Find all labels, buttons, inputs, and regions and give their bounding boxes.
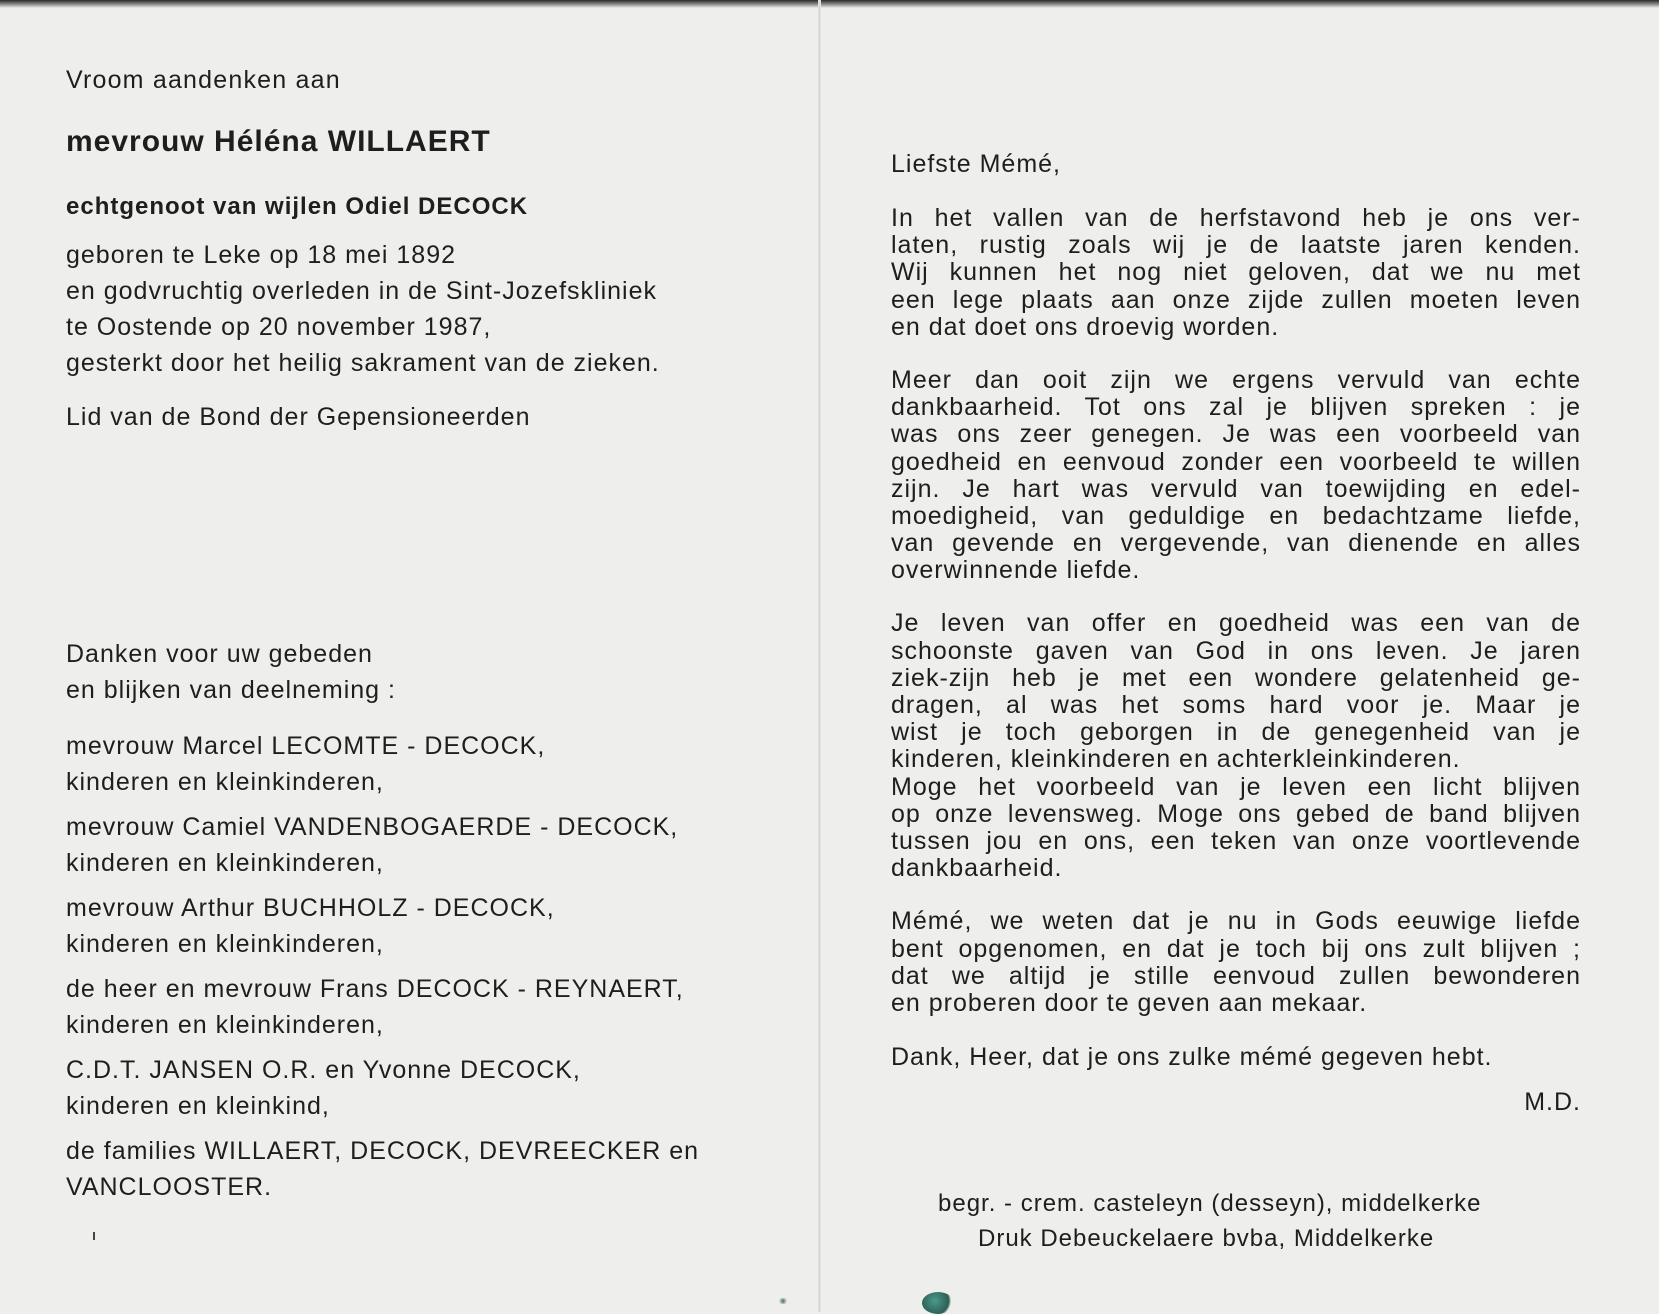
paragraph-line: wist je toch geborgen in de genegenheid van je	[891, 719, 1581, 747]
intro-text: Vroom aandenken aan	[66, 66, 341, 94]
left-page	[66, 66, 766, 1214]
card-top-edge	[0, 0, 1659, 8]
family-name: de families WILLAERT, DECOCK, DEVREECKER en	[66, 1137, 700, 1165]
paragraph-line: dankbaarheid. Tot ons zal je blijven spreken : je	[891, 394, 1581, 422]
paragraph-line: overwinnende liefde.	[891, 557, 1141, 585]
paragraph-line: was ons zeer genegen. Je was een voorbeeld van	[891, 421, 1581, 449]
paragraph-line: Meer dan ooit zijn we ergens vervuld van echte	[891, 366, 1581, 394]
paragraph-line: schoonste gaven van God in ons leven. Je jaren	[891, 637, 1581, 665]
bio-line: en godvruchtig overleden in de Sint-Jozefskliniek	[66, 277, 657, 305]
family-name: mevrouw Arthur BUCHHOLZ - DECOCK,	[66, 894, 555, 922]
family-descendants: VANCLOOSTER.	[66, 1173, 273, 1201]
bio-line: te Oostende op 20 november 1987,	[66, 313, 492, 341]
paragraph	[891, 908, 1581, 1017]
family-name: mevrouw Camiel VANDENBOGAERDE - DECOCK,	[66, 813, 679, 841]
deceased-name: mevrouw Héléna WILLAERT	[66, 125, 491, 158]
paragraph-line: op onze levensweg. Moge ons gebed de band blijven	[891, 800, 1581, 828]
signature: M.D.	[1524, 1088, 1581, 1117]
paragraph-line: In het vallen van de herfstavond heb je ons ver-	[891, 205, 1581, 232]
paragraph-line: Wij kunnen het nog niet geloven, dat we nu met	[891, 259, 1581, 287]
paragraph	[891, 367, 1581, 585]
family-descendants: kinderen en kleinkinderen,	[66, 849, 384, 877]
ink-smudge	[922, 1292, 954, 1314]
thanks-block	[66, 636, 766, 708]
family-entry	[66, 809, 766, 881]
family-entry	[66, 728, 766, 800]
ink-speck	[778, 1298, 788, 1304]
family-descendants: kinderen en kleinkinderen,	[66, 768, 384, 796]
paragraph-line: dragen, al was het soms hard voor je. Maar je	[891, 692, 1581, 719]
greeting: Liefste Mémé,	[891, 150, 1062, 178]
membership-line: Lid van de Bond der Gepensioneerden	[66, 403, 531, 431]
paragraph-line: Moge het voorbeeld van je leven een licht blijven	[891, 773, 1581, 801]
family-entry	[66, 1052, 766, 1124]
print-mark	[93, 1232, 95, 1240]
paragraph-line: van gevende en vergevende, van dienende en alles	[891, 530, 1581, 558]
thanks-line: Danken voor uw gebeden	[66, 640, 373, 668]
family-descendants: kinderen en kleinkinderen,	[66, 1011, 384, 1039]
paragraph-line: een lege plaats aan onze zijde zullen moeten leven	[891, 286, 1581, 314]
paragraph	[891, 610, 1581, 882]
paragraph-line: goedheid en eenvoud zonder een voorbeeld te willen	[891, 448, 1581, 476]
right-page	[891, 150, 1581, 1117]
paragraph-line: dankbaarheid.	[891, 855, 1063, 883]
biography	[66, 237, 766, 381]
printer-credits	[938, 1186, 1482, 1256]
bio-line: geboren te Leke op 18 mei 1892	[66, 241, 456, 269]
paragraph-line: moedigheid, van geduldige en bedachtzame liefde,	[891, 502, 1581, 530]
printer-line: Druk Debeuckelaere bvba, Middelkerke	[978, 1225, 1435, 1252]
paragraph-line: zijn. Je hart was vervuld van toewijding en edel-	[891, 475, 1581, 503]
paragraph-line: en proberen door te geven aan mekaar.	[891, 989, 1368, 1017]
paragraph-line: kinderen, kleinkinderen en achterkleinkinderen.	[891, 746, 1461, 774]
family-list	[66, 728, 766, 1205]
family-name: mevrouw Marcel LECOMTE - DECOCK,	[66, 732, 546, 760]
paragraph	[891, 205, 1581, 341]
spouse-line: echtgenoot van wijlen Odiel DECOCK	[66, 193, 529, 220]
closing-line: Dank, Heer, dat je ons zulke mémé gegeven hebt.	[891, 1043, 1493, 1072]
paragraph-line: en dat doet ons droevig worden.	[891, 313, 1280, 341]
family-name: C.D.T. JANSEN O.R. en Yvonne DECOCK,	[66, 1056, 581, 1084]
card-fold-line	[818, 0, 821, 1312]
paragraph-line: Je leven van offer en goedheid was een van de	[891, 610, 1581, 638]
paragraph-line: ziek-zijn heb je met een wondere gelatenheid ge-	[891, 664, 1581, 692]
paragraph-line: bent opgenomen, en dat je toch bij ons zult blijven ;	[891, 935, 1581, 963]
family-entry	[66, 1133, 766, 1205]
paragraph-line: Mémé, we weten dat je nu in Gods eeuwige liefde	[891, 908, 1581, 936]
family-descendants: kinderen en kleinkind,	[66, 1092, 330, 1120]
thanks-line: en blijken van deelneming :	[66, 676, 396, 704]
funeral-home-line: begr. - crem. casteleyn (desseyn), middelkerke	[938, 1190, 1482, 1217]
paragraph-line: laten, rustig zoals wij je de laatste jaren kenden.	[891, 232, 1581, 260]
family-descendants: kinderen en kleinkinderen,	[66, 930, 384, 958]
family-entry	[66, 971, 766, 1043]
bio-line: gesterkt door het heilig sakrament van de zieken.	[66, 349, 660, 377]
paragraph-line: tussen jou en ons, een teken van onze voortlevende	[891, 827, 1581, 855]
paragraph-line: dat we altijd je stille eenvoud zullen bewonderen	[891, 962, 1581, 990]
family-entry	[66, 890, 766, 962]
family-name: de heer en mevrouw Frans DECOCK - REYNAERT,	[66, 975, 684, 1003]
